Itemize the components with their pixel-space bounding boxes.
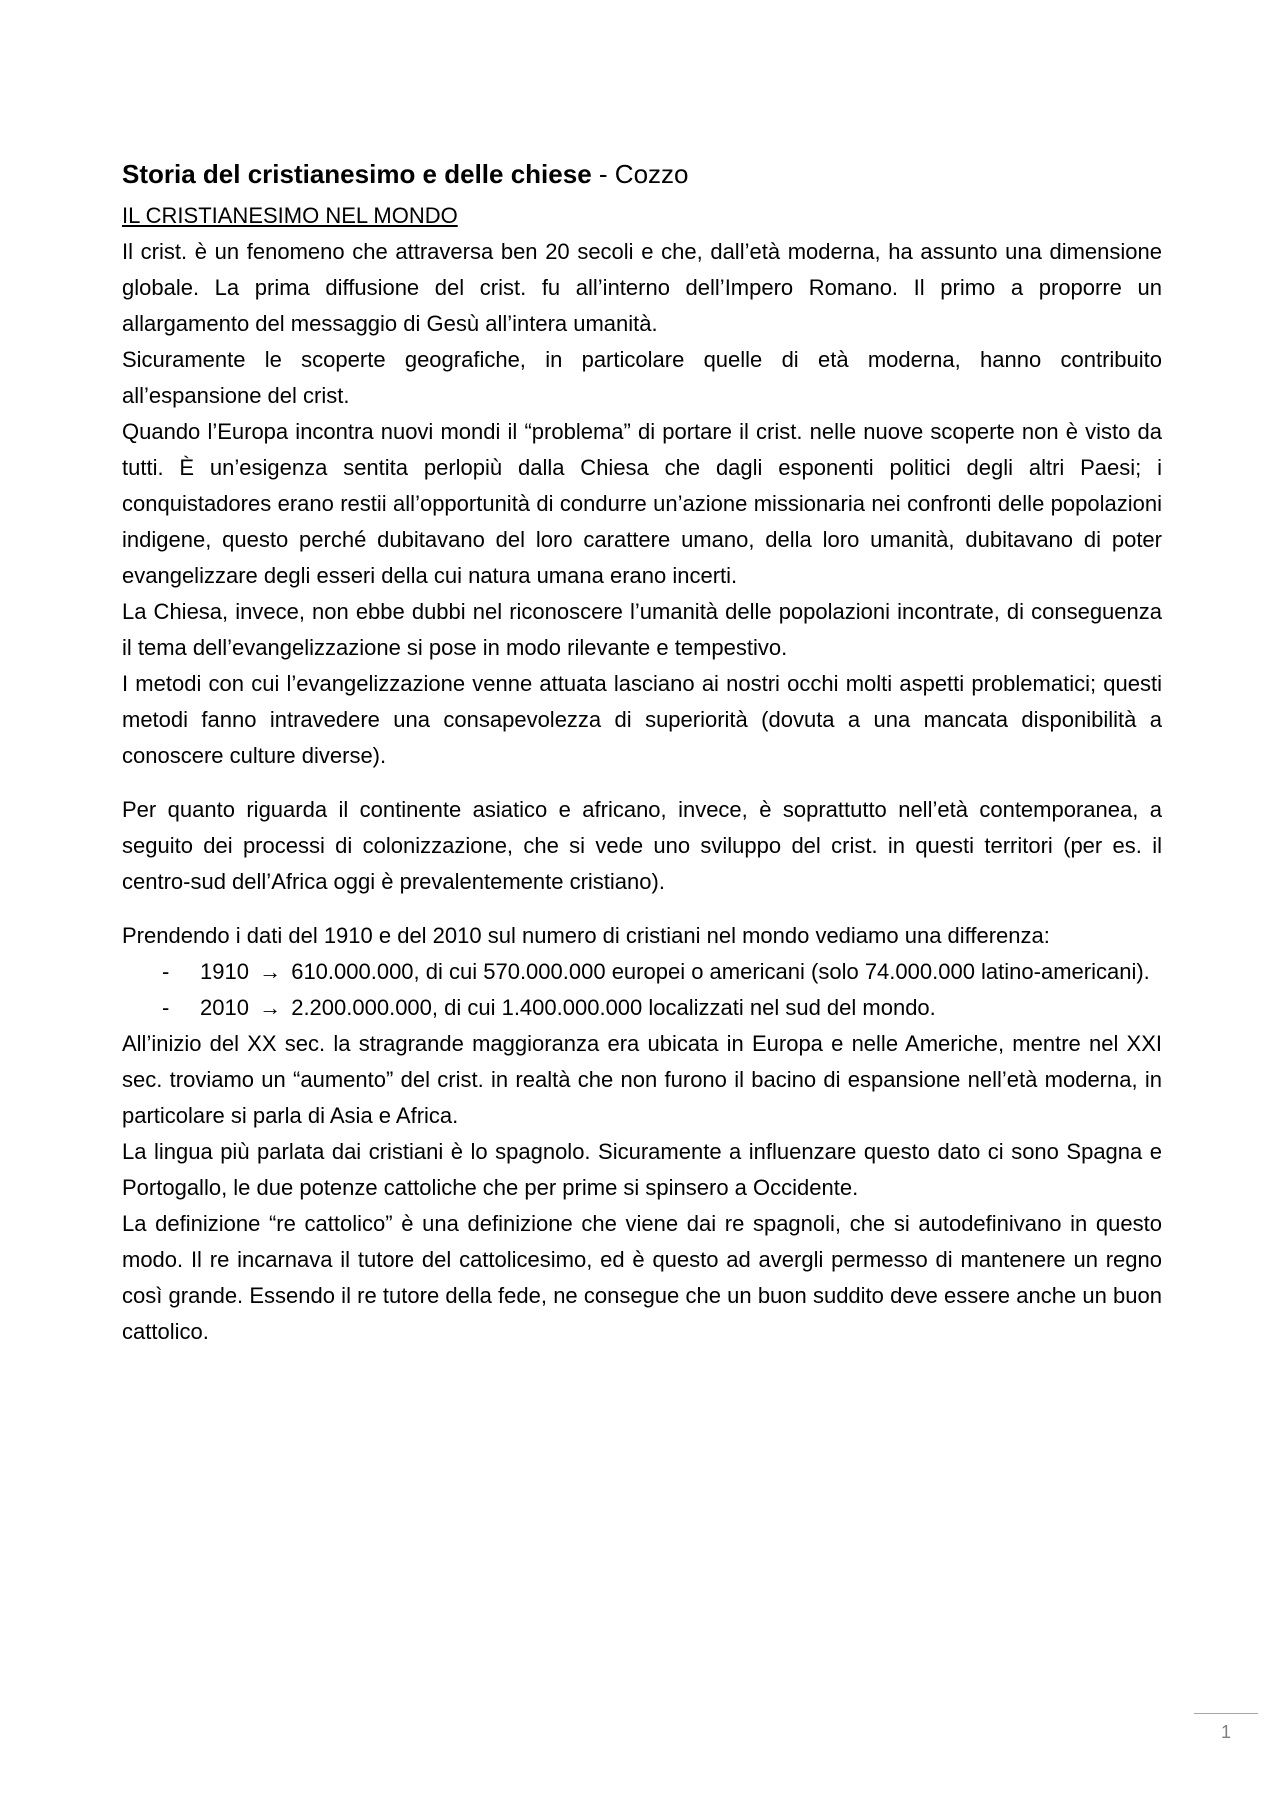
paragraph: All’inizio del XX sec. la stragrande maggioranza era ubicata in Europa e nelle Americhe, mentre nel XXI sec. troviamo un “aumento” del crist. in realtà che non furono il bacino di espansione nell’età moderna, in particolare si parla di Asia e Africa. xyxy=(122,1031,1162,1128)
footer-divider xyxy=(1194,1713,1258,1714)
arrow-right-icon: → xyxy=(259,959,282,984)
paragraph: La lingua più parlata dai cristiani è lo spagnolo. Sicuramente a influenzare questo dato ci sono Spagna e Portogallo, le due potenze cattoliche che per prime si spinsero a Occidente. xyxy=(122,1139,1162,1200)
paragraph: Prendendo i dati del 1910 e del 2010 sul numero di cristiani nel mondo vediamo una differenza: xyxy=(122,923,1050,948)
title-main: Storia del cristianesimo e delle chiese xyxy=(122,159,592,189)
list-text: 610.000.000, di cui 570.000.000 europei o americani (solo 74.000.000 latino-americani). xyxy=(291,959,1150,984)
title-author: Cozzo xyxy=(614,159,689,189)
section-heading: IL CRISTIANESIMO NEL MONDO xyxy=(122,203,458,228)
page-number: 1 xyxy=(1220,1722,1231,1742)
list-year: 1910 xyxy=(200,959,249,984)
paragraph: La Chiesa, invece, non ebbe dubbi nel riconoscere l’umanità delle popolazioni incontrate, di conseguenza il tema dell’evangelizzazione si pose in modo rilevante e tempestivo. xyxy=(122,599,1162,660)
list-text: 2.200.000.000, di cui 1.400.000.000 localizzati nel sud del mondo. xyxy=(291,995,936,1020)
list-item xyxy=(122,990,1162,1026)
paragraph: Per quanto riguarda il continente asiatico e africano, invece, è soprattutto nell’età contemporanea, a seguito dei processi di colonizzazione, che si vede uno sviluppo del crist. in questi territori (per es. il centro-sud dell’Africa oggi è prevalentemente cristiano). xyxy=(122,797,1162,894)
paragraph: Quando l’Europa incontra nuovi mondi il “problema” di portare il crist. nelle nuove scoperte non è visto da tutti. È un’esigenza sentita perlopiù dalla Chiesa che dagli esponenti politici degli altri Paesi; i conquistadores erano restii all’opportunità di condurre un’azione missionaria nei confronti delle popolazioni indigene, questo perché dubitavano del loro carattere umano, della loro umanità, dubitavano di poter evangelizzare degli esseri della cui natura umana erano incerti. xyxy=(122,419,1162,588)
list-year: 2010 xyxy=(200,995,249,1020)
list-dash: - xyxy=(162,959,170,984)
arrow-right-icon: → xyxy=(259,995,282,1020)
title-separator: - xyxy=(598,159,608,189)
paragraph: Il crist. è un fenomeno che attraversa ben 20 secoli e che, dall’età moderna, ha assunto una dimensione globale. La prima diffusione del crist. fu all’interno dell’Impero Romano. Il primo a proporre un allargamento del messaggio di Gesù all’intera umanità. xyxy=(122,239,1162,336)
document-body xyxy=(122,154,1162,1350)
paragraph: I metodi con cui l’evangelizzazione venne attuata lasciano ai nostri occhi molti aspetti problematici; questi metodi fanno intravedere una consapevolezza di superiorità (dovuta a una mancata disponibilità a conoscere culture diverse). xyxy=(122,671,1162,768)
paragraph: La definizione “re cattolico” è una definizione che viene dai re spagnoli, che si autodefinivano in questo modo. Il re incarnava il tutore del cattolicesimo, ed è questo ad avergli permesso di mantenere un regno così grande. Essendo il re tutore della fede, ne consegue che un buon suddito deve essere anche un buon cattolico. xyxy=(122,1211,1162,1344)
list-item xyxy=(122,954,1162,990)
statistics-list xyxy=(122,954,1162,1026)
document-title xyxy=(122,154,1162,194)
list-dash: - xyxy=(162,995,170,1020)
paragraph: Sicuramente le scoperte geografiche, in particolare quelle di età moderna, hanno contribuito all’espansione del crist. xyxy=(122,347,1162,408)
